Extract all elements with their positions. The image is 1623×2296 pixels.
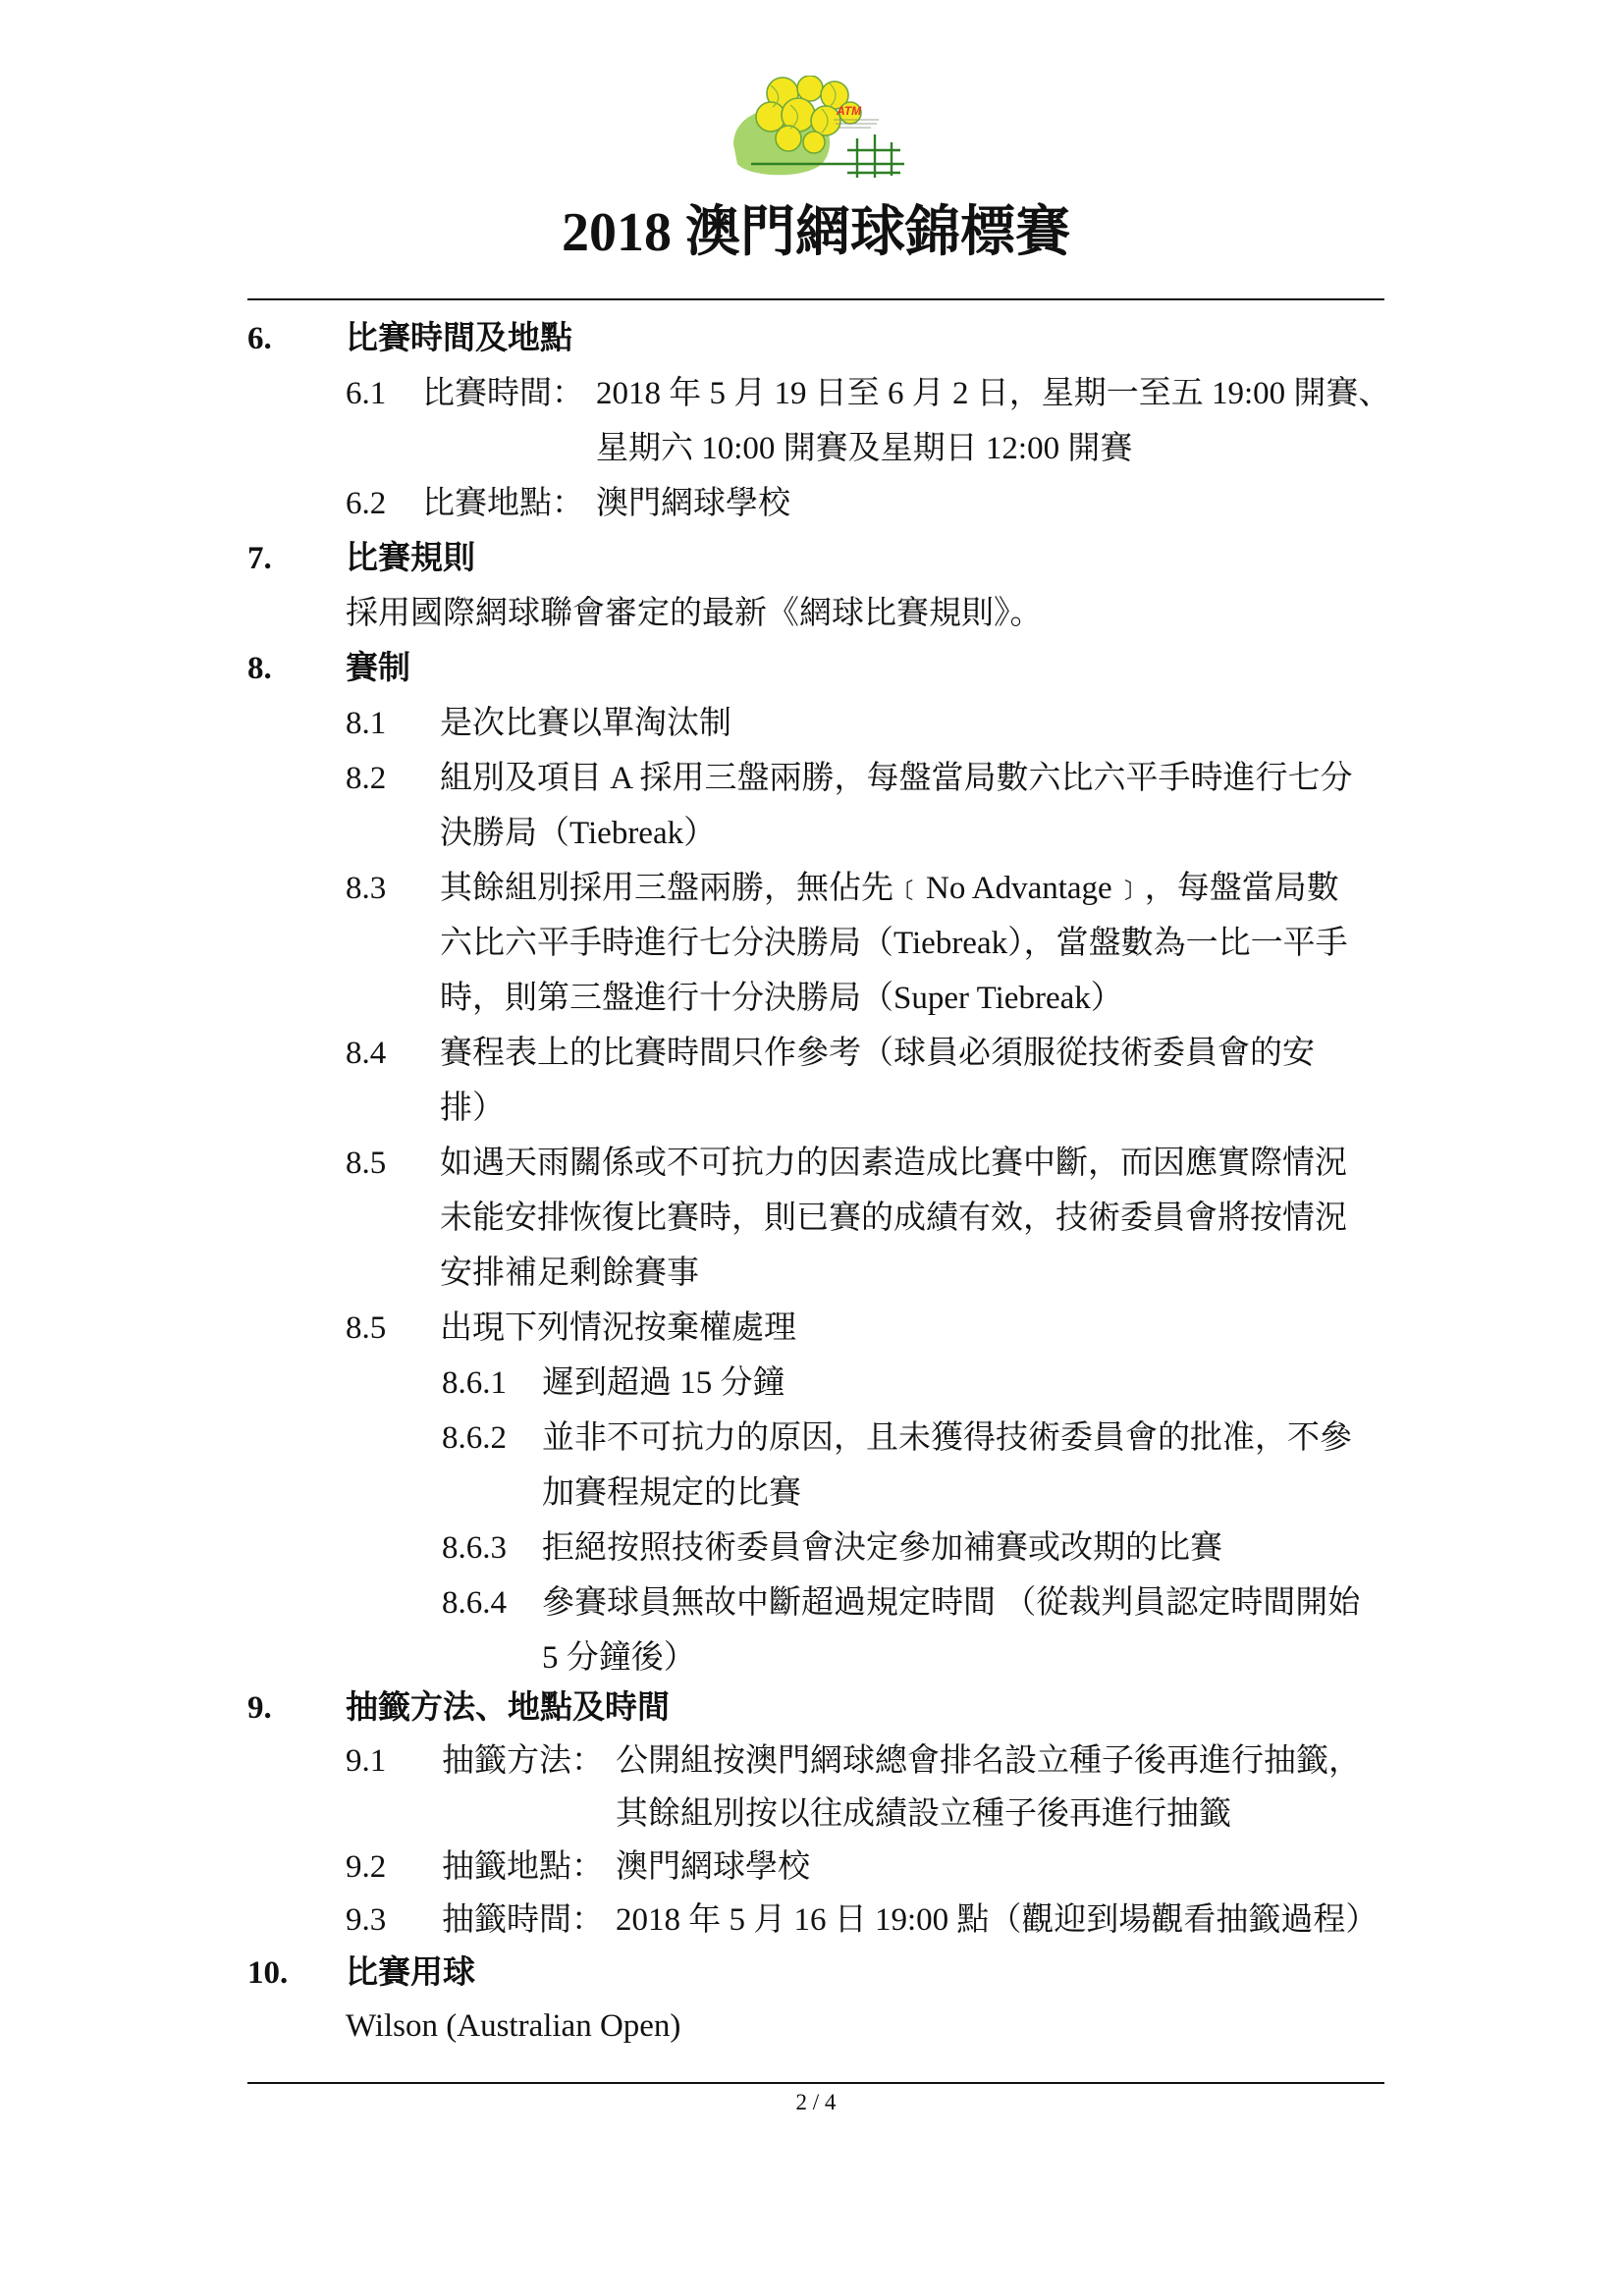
paragraph-text: Wilson (Australian Open): [346, 2008, 681, 2044]
section-number: 7.: [247, 541, 272, 576]
item-label: 比賽地點：: [422, 486, 584, 521]
item-text: 澳門網球學校: [616, 1849, 810, 1885]
subitem-text: 拒絕按照技術委員會決定參加補賽或改期的比賽: [542, 1530, 1222, 1566]
item-number: 9.2: [346, 1849, 387, 1885]
item-number: 8.4: [346, 1036, 387, 1071]
list-item-continuation: [247, 971, 1384, 1026]
section-heading: 抽籤方法、地點及時間: [346, 1690, 670, 1726]
list-item: [247, 1894, 1384, 1947]
section-8-heading-row: [247, 641, 1384, 696]
content-block-upper: [247, 311, 1391, 1685]
section-heading: 比賽規則: [346, 541, 475, 576]
item-text: 其餘組別採用三盤兩勝，無佔先﹝No Advantage﹞，每盤當局數: [440, 871, 1339, 906]
item-text: 如遇天雨關係或不可抗力的因素造成比賽中斷，而因應實際情況: [440, 1146, 1347, 1181]
item-label: 抽籤時間：: [442, 1902, 604, 1938]
item-number: 6.1: [346, 376, 387, 411]
subitem-number: 8.6.3: [442, 1530, 507, 1566]
subitem-number: 8.6.4: [442, 1585, 507, 1621]
list-item-continuation: [247, 1191, 1384, 1246]
subitem-text: 並非不可抗力的原因，且未獲得技術委員會的批准，不參: [542, 1420, 1352, 1456]
item-text: 組別及項目 A 採用三盤兩勝，每盤當局數六比六平手時進行七分: [440, 761, 1353, 796]
list-item-continuation: [247, 806, 1384, 861]
subitem-text: 5 分鐘後）: [542, 1640, 696, 1676]
item-text: 未能安排恢復比賽時，則已賽的成績有效，技術委員會將按情況: [440, 1201, 1347, 1236]
section-heading: 比賽用球: [346, 1955, 475, 1991]
sub-list-item-continuation: [247, 1466, 1384, 1521]
list-item: [247, 751, 1384, 806]
list-item: [247, 1841, 1384, 1894]
subitem-text: 參賽球員無故中斷超過規定時間 （從裁判員認定時間開始: [542, 1585, 1361, 1621]
list-item-continuation: [247, 916, 1384, 971]
item-text: 排）: [440, 1091, 505, 1126]
sub-list-item-continuation: [247, 1630, 1384, 1685]
list-item: [247, 1735, 1384, 1788]
section-number: 6.: [247, 321, 272, 356]
list-item-continuation: [247, 1246, 1384, 1301]
section-9-heading-row: [247, 1682, 1384, 1735]
item-number: 8.5: [346, 1146, 387, 1181]
section-heading: 比賽時間及地點: [346, 321, 572, 356]
sub-list-item: [247, 1575, 1384, 1630]
logo-text: ATM: [837, 104, 862, 118]
item-number: 8.1: [346, 706, 387, 741]
item-text: 公開組按澳門網球總會排名設立種子後再進行抽籤，: [616, 1743, 1361, 1779]
item-text: 時，則第三盤進行十分決勝局（Super Tiebreak）: [440, 981, 1123, 1016]
section-number: 9.: [247, 1690, 272, 1726]
section-10-heading-row: [247, 1947, 1384, 2000]
list-item: [247, 1026, 1384, 1081]
footer-rule: [247, 2082, 1384, 2084]
list-item: [247, 696, 1384, 751]
item-text: 六比六平手時進行七分決勝局（Tiebreak），當盤數為一比一平手: [440, 926, 1348, 961]
sub-list-item: [247, 1356, 1384, 1411]
item-text: 星期六 10:00 開賽及星期日 12:00 開賽: [596, 431, 1133, 466]
content-block-lower: [247, 1682, 1384, 2053]
section-paragraph: [247, 586, 1384, 641]
item-number: 9.3: [346, 1902, 387, 1938]
item-text: 其餘組別按以往成績設立種子後再進行抽籤: [616, 1796, 1231, 1832]
item-text: 出現下列情況按棄權處理: [440, 1310, 796, 1346]
item-label: 抽籤方法：: [442, 1743, 604, 1779]
list-item-continuation: [247, 421, 1384, 476]
document-title: 2018 澳門網球錦標賽: [562, 202, 1070, 263]
list-item: [247, 1136, 1384, 1191]
section-6-heading-row: [247, 311, 1384, 366]
paragraph-text: 採用國際網球聯會審定的最新《網球比賽規則》。: [346, 596, 1043, 631]
item-label: 比賽時間：: [422, 376, 584, 411]
section-heading: 賽制: [346, 651, 410, 686]
list-item-continuation: [247, 1788, 1384, 1841]
item-number: 8.5: [346, 1310, 387, 1346]
section-7-heading-row: [247, 531, 1384, 586]
list-item: [247, 1301, 1384, 1356]
item-number: 9.1: [346, 1743, 387, 1779]
list-item: [247, 861, 1384, 916]
item-text: 是次比賽以單淘汰制: [440, 706, 731, 741]
section-number: 10.: [247, 1955, 289, 1991]
item-text: 決勝局（Tiebreak）: [440, 816, 717, 851]
item-label: 抽籤地點：: [442, 1849, 604, 1885]
sub-list-item: [247, 1521, 1384, 1575]
subitem-text: 遲到超過 15 分鐘: [542, 1365, 785, 1401]
item-text: 2018 年 5 月 16 日 19:00 點（觀迎到場觀看抽籤過程）: [616, 1902, 1379, 1938]
section-paragraph: [247, 2000, 1384, 2053]
item-text: 2018 年 5 月 19 日至 6 月 2 日，星期一至五 19:00 開賽、: [596, 376, 1391, 411]
header-rule: [247, 298, 1384, 300]
subitem-number: 8.6.1: [442, 1365, 507, 1401]
sub-list-item: [247, 1411, 1384, 1466]
item-text: 賽程表上的比賽時間只作參考（球員必須服從技術委員會的安: [440, 1036, 1315, 1071]
page-number: 2 / 4: [795, 2090, 837, 2114]
item-number: 8.2: [346, 761, 387, 796]
item-number: 6.2: [346, 486, 387, 521]
list-item-continuation: [247, 1081, 1384, 1136]
item-text: 安排補足剩餘賽事: [440, 1255, 699, 1291]
subitem-text: 加賽程規定的比賽: [542, 1475, 801, 1511]
item-text: 澳門網球學校: [596, 486, 790, 521]
list-item: [247, 476, 1384, 531]
list-item: [247, 366, 1391, 421]
item-number: 8.3: [346, 871, 387, 906]
section-number: 8.: [247, 651, 272, 686]
subitem-number: 8.6.2: [442, 1420, 507, 1456]
logo: [731, 76, 908, 178]
